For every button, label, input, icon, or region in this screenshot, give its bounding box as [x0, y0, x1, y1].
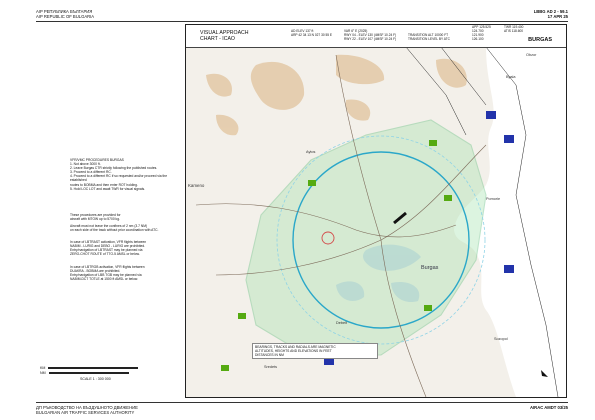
- note-line: Aircraft must not leave the confines of 2 nm (3.7 NM): [70, 224, 148, 229]
- runway-22-elev: RWY 22 - ELEV 107 (4MSF 10.24 F): [344, 36, 397, 41]
- procedure-line: 5. Hold LOC LOT and await TWR for visual signals.: [70, 186, 146, 191]
- authority-line-1: AIP РЕПУБЛИКА БЪЛГАРИЯ: [36, 9, 93, 14]
- nm-bar: [49, 372, 129, 374]
- place-label: Kameno: [188, 183, 205, 188]
- units-note: [252, 343, 378, 359]
- page-footer-left: [36, 405, 138, 415]
- km-label: KM: [40, 366, 46, 370]
- procedures-note: [70, 158, 178, 191]
- chart-title-line-2: CHART - ICAO: [200, 36, 235, 42]
- place-label: Pomorie: [486, 197, 501, 201]
- frequency-value: 124.700: [472, 28, 484, 33]
- aerodrome-name: BURGAS: [528, 37, 552, 43]
- note-line: In case of LBTRAST activation, VFR flights between: [70, 240, 147, 244]
- chart-title-line-1: VISUAL APPROACH: [200, 30, 249, 36]
- runway-04-elev: RWY 04 - ELEV 130 (4MSF 10.24 F): [344, 32, 397, 37]
- place-label: Sozopol: [494, 337, 508, 341]
- place-label: Sredets: [264, 365, 278, 369]
- note-line: BEARINGS, TRACKS AND RADIALS ARE MAGNETIC: [255, 345, 336, 349]
- navaid-box: [504, 135, 514, 143]
- procedure-line: 2. Leave Burgas CTR strictly following the published routes.: [70, 166, 158, 171]
- atis-frequency: ATIS 118.600: [504, 28, 524, 33]
- map-canvas: [186, 25, 566, 397]
- km-bar: [48, 367, 138, 369]
- aerodrome-info: [291, 30, 332, 38]
- chart-title: [200, 30, 249, 42]
- place-label: Byala: [506, 75, 516, 79]
- magnetic-variation: VAR 6° E (2025): [344, 29, 368, 33]
- note-line: ZERO-CHOT ROUTE of TTO-5 AMSL or below.: [70, 252, 140, 257]
- note-line: Entry/navigation of LBTRAST may be planned via: [70, 248, 143, 253]
- procedure-line: 1. Not above 3000 ft.: [70, 162, 101, 167]
- frequency-value: 121.900: [472, 32, 484, 37]
- note-line: NABIM-DCT TOTLE at 1500 ft AMSL or below.: [70, 277, 139, 282]
- applicability-note: [70, 213, 176, 232]
- note-line: These procedures are provided for: [70, 213, 121, 217]
- aerodrome-elevation: AD ELEV 137 ft: [291, 29, 314, 33]
- scale-bar: [40, 366, 138, 381]
- scale-label: SCALE 1 : 300 000: [80, 377, 111, 381]
- twr-frequency: TWR 119.400: [504, 25, 524, 29]
- navaid-box: [504, 265, 514, 273]
- page-header-right: [534, 9, 568, 19]
- footer-line-1: ДП РЪКОВОДСТВО НА ВЪЗДУШНОТО ДВИЖЕНИЕ: [36, 405, 138, 410]
- lbtrgb-note: [70, 265, 176, 281]
- reporting-point-icon: [308, 180, 316, 186]
- place-label: Debelt: [336, 321, 347, 325]
- note-line: NABIM - LURIG and DEBO - LURIG are prohibited.: [70, 244, 146, 249]
- transition-info: [408, 34, 450, 42]
- runway-info: [344, 30, 396, 42]
- reporting-point-icon: [424, 305, 432, 311]
- reporting-point-icon: [221, 365, 229, 371]
- chart-header: [186, 25, 566, 48]
- frequency-value: 126.100: [472, 36, 484, 41]
- procedures-title: VFR/VMC PROCEDURES BURGAS: [70, 158, 124, 162]
- transition-level: TRANSITION LEVEL BY ATC: [408, 36, 450, 41]
- note-line: DUAKRA - BOBMA are prohibited.: [70, 269, 121, 274]
- navaid-box: [486, 111, 496, 119]
- note-line: on each side of the track without prior coordination with ATC.: [70, 228, 159, 233]
- note-line: ALTITUDES, HEIGHTS AND ELEVATIONS IN FEET: [255, 349, 332, 354]
- page-footer-right: AIRAC AMDT 03/25: [529, 405, 568, 410]
- chart-frame: [185, 24, 567, 398]
- nm-label: NM: [40, 371, 46, 375]
- reporting-point-icon: [429, 140, 437, 146]
- procedure-line: 3. Proceed to a different RC.: [70, 170, 112, 175]
- authority-line-2: AIP REPUBLIC OF BULGARIA: [36, 14, 95, 19]
- arp-coordinates: ARP 42 34 13 N 027 30 55 E: [291, 32, 333, 37]
- publication-date: 17 APR 25: [547, 14, 568, 19]
- frequency-col-2: [504, 26, 523, 34]
- footer-rule: [36, 402, 568, 403]
- chart-reference: LBBG AD 2 - 59.1: [533, 9, 568, 14]
- reporting-point-icon: [444, 195, 452, 201]
- place-label: Obzor: [526, 53, 537, 57]
- lbtrast-note: [70, 240, 176, 256]
- header-rule: [36, 21, 568, 22]
- reporting-point-icon: [238, 313, 246, 319]
- app-frequency: APP 125.525: [472, 25, 491, 29]
- procedure-line: 4. Proceed to a different RC if so requested and/or proceed via the established: [70, 174, 168, 183]
- note-line: DISTANCES IN NM: [255, 353, 284, 358]
- note-line: aircraft with MTOW up to 5700 kg.: [70, 217, 120, 222]
- note-line: Entry/navigation of LBB TGB may be planned via: [70, 273, 142, 278]
- page-header-left: [36, 9, 94, 19]
- place-label: Aytos: [306, 150, 316, 154]
- frequency-col-1: [472, 26, 491, 42]
- procedure-line: routes to BOBMA and then enter ROT holding.: [70, 182, 138, 187]
- footer-line-2: BULGARIAN AIR TRAFFIC SERVICES AUTHORITY: [36, 410, 135, 415]
- place-label: Burgas: [421, 265, 439, 271]
- note-line: In case of LBTRGB activation, VFR flights between: [70, 265, 145, 269]
- transition-altitude: TRANSITION ALT 10000 FT: [408, 33, 449, 37]
